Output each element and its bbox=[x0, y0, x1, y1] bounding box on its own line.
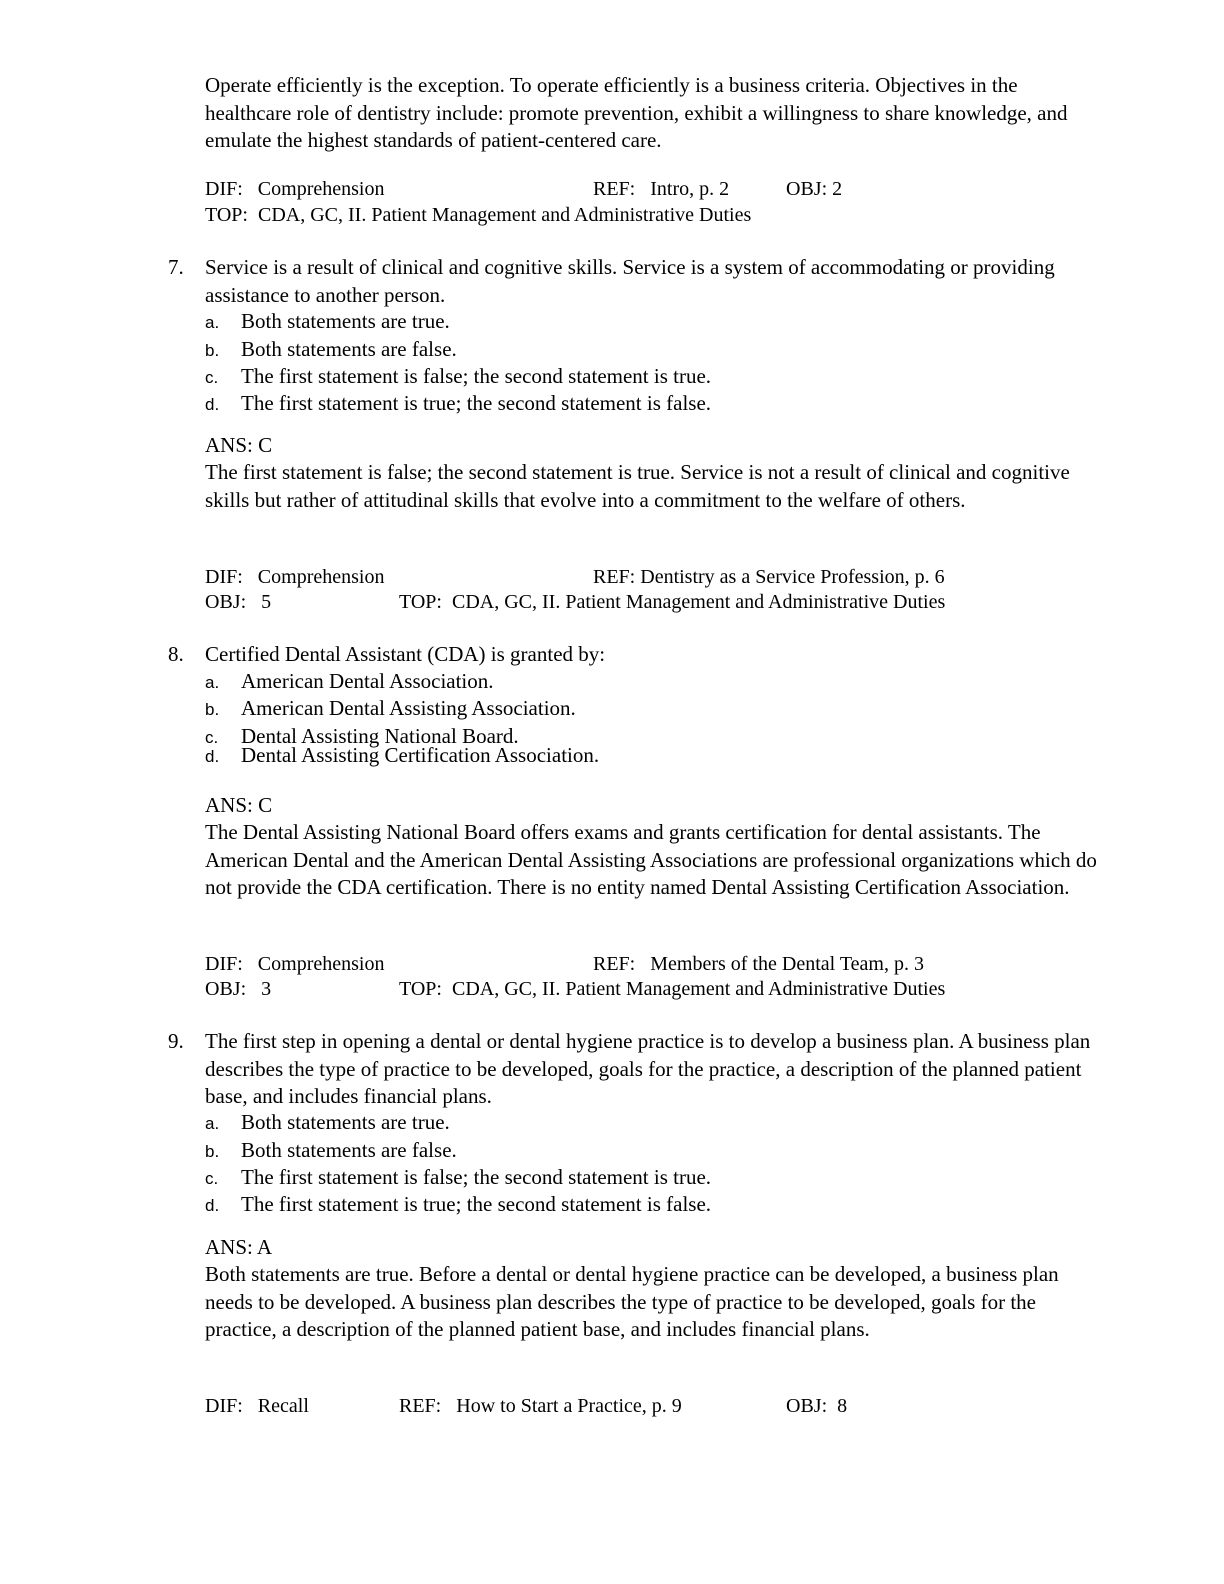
q8-number: 8. bbox=[168, 642, 184, 666]
q9-rationale: Both statements are true. Before a dental or dental hygiene practice can be developed, a business plan needs to be developed. A business plan describes the type of practice to be developed, goals for the practice, a description of the planned patient base, and includes financial plans. bbox=[205, 1262, 1059, 1341]
q8-option-a: a. American Dental Association. bbox=[205, 669, 494, 693]
q7-rationale: The first statement is false; the second statement is true. Service is not a result of clinical and cognitive skills but rather of attitudinal skills that evolve into a commitment to the welfare of others. bbox=[205, 460, 1070, 512]
q9-option-c: c. The first statement is false; the second statement is true. bbox=[205, 1165, 712, 1189]
dif-label: DIF: bbox=[205, 178, 243, 200]
q7-top: TOP: CDA, GC, II. Patient Management and Administrative Duties bbox=[399, 591, 946, 613]
q7-number: 7. bbox=[168, 255, 184, 279]
top-label: TOP: bbox=[205, 204, 248, 226]
q8-rationale: The Dental Assisting National Board offers exams and grants certification for dental assistants. The American Dental and the American Dental Assisting Associations are professional organizations which do not provide the CDA certification. There is no entity named Dental Assisting Certification Association. bbox=[205, 820, 1097, 899]
q6-ref bbox=[593, 177, 729, 202]
q9-ref: REF: How to Start a Practice, p. 9 bbox=[399, 1395, 682, 1417]
dif-value: Comprehension bbox=[257, 178, 385, 200]
q6-rationale: Operate efficiently is the exception. To operate efficiently is a business criteria. Objectives in the healthcare role of dentistry include: promote prevention, exhibit a willingness to share knowledge, and emulate the highest standards of patient-centered care. bbox=[205, 73, 1068, 152]
q9-answer: ANS: A bbox=[205, 1235, 273, 1259]
top-value: CDA, GC, II. Patient Management and Administrative Duties bbox=[257, 204, 752, 226]
q9-option-b: b. Both statements are false. bbox=[205, 1138, 457, 1162]
q8-option-b: b. American Dental Assisting Association. bbox=[205, 696, 576, 720]
q6-dif bbox=[205, 177, 384, 202]
q7-option-b: b. Both statements are false. bbox=[205, 337, 457, 361]
q9-stem: The first step in opening a dental or dental hygiene practice is to develop a business plan. A business plan describes the type of practice to be developed, goals for the practice, a description of the planned patient base, and includes financial plans. bbox=[205, 1029, 1091, 1108]
obj-value: 2 bbox=[832, 178, 843, 200]
q8-option-c: c. Dental Assisting National Board. bbox=[205, 724, 519, 748]
q7-answer: ANS: C bbox=[205, 433, 273, 457]
q7-stem: Service is a result of clinical and cognitive skills. Service is a system of accommodating or providing assistance to another person. bbox=[205, 255, 1055, 307]
q7-ref: REF: Dentistry as a Service Profession, p. 6 bbox=[593, 566, 945, 588]
q9-option-d: d. The first statement is true; the second statement is false. bbox=[205, 1192, 712, 1216]
ref-label: REF: bbox=[593, 178, 636, 200]
q8-dif: DIF: Comprehension bbox=[205, 953, 385, 975]
obj-label: OBJ: bbox=[786, 178, 828, 200]
q9-dif: DIF: Recall bbox=[205, 1395, 309, 1417]
ref-value: Intro, p. 2 bbox=[650, 178, 730, 200]
q7-option-c: c. The first statement is false; the second statement is true. bbox=[205, 364, 712, 388]
q7-dif: DIF: Comprehension bbox=[205, 566, 385, 588]
q9-number: 9. bbox=[168, 1029, 184, 1053]
q8-ref: REF: Members of the Dental Team, p. 3 bbox=[593, 953, 924, 975]
q7-option-d: d. The first statement is true; the second statement is false. bbox=[205, 391, 712, 415]
q7-option-a: a. Both statements are true. bbox=[205, 309, 450, 333]
q6-top bbox=[205, 203, 751, 228]
q9-option-a: a. Both statements are true. bbox=[205, 1110, 450, 1134]
q6-obj bbox=[786, 177, 842, 202]
q8-obj: OBJ: 3 bbox=[205, 978, 272, 1000]
q8-top: TOP: CDA, GC, II. Patient Management and Administrative Duties bbox=[399, 978, 946, 1000]
q8-option-d: d. Dental Assisting Certification Association. bbox=[205, 743, 600, 767]
q8-answer: ANS: C bbox=[205, 793, 273, 817]
q8-stem: Certified Dental Assistant (CDA) is granted by: bbox=[205, 642, 606, 666]
q9-obj: OBJ: 8 bbox=[786, 1395, 848, 1417]
q7-obj: OBJ: 5 bbox=[205, 591, 272, 613]
